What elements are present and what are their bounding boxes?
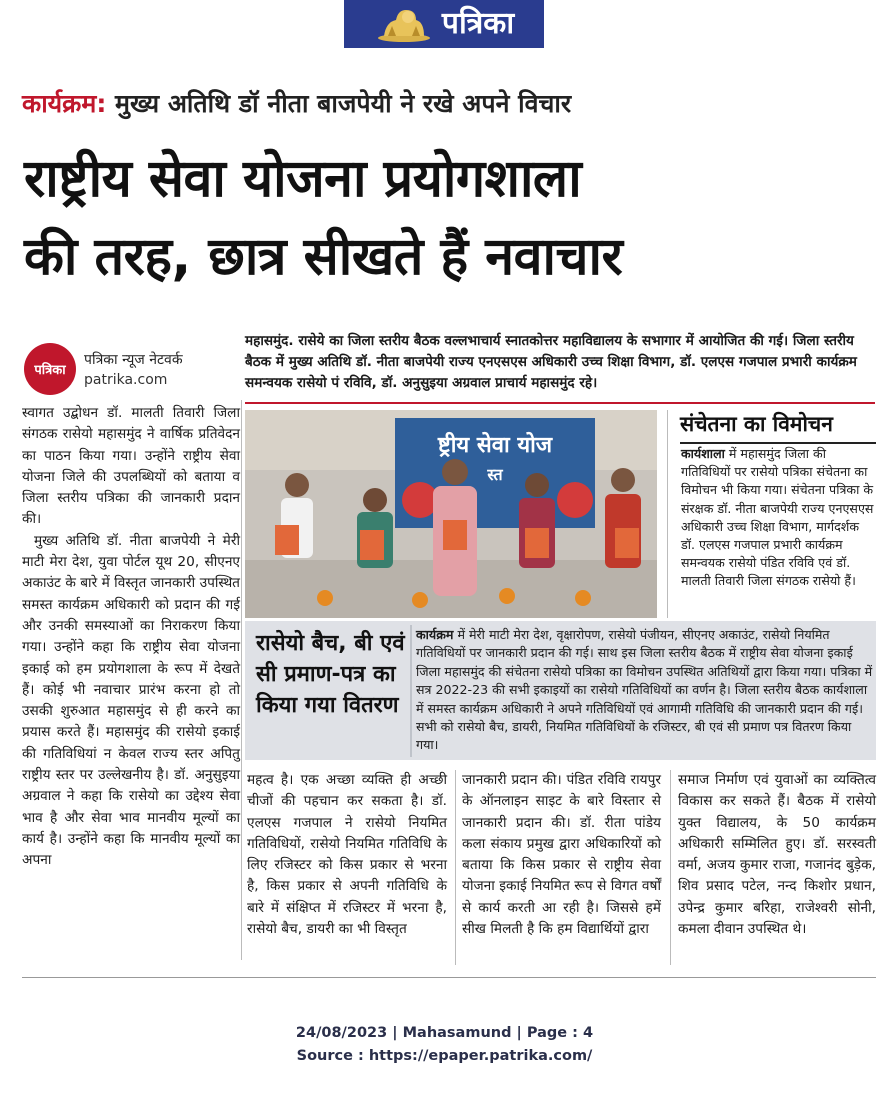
body-column-1 xyxy=(22,403,240,872)
footer-date-line: 24/08/2023 | Mahasamund | Page : 4 xyxy=(295,1025,594,1041)
highlight-divider xyxy=(410,625,412,757)
event-photo xyxy=(245,410,657,618)
highlight-lead-word: कार्यक्रम xyxy=(416,627,454,642)
column-divider xyxy=(670,770,671,965)
byline-network: पत्रिका न्यूज नेटवर्क xyxy=(84,351,183,368)
dateline: महासमुंद. xyxy=(245,333,294,349)
column-divider xyxy=(667,410,668,618)
brand-name: पत्रिका xyxy=(441,6,515,41)
byline xyxy=(24,341,239,396)
patrika-logo: पत्रिका xyxy=(24,343,76,395)
lead-paragraph xyxy=(245,331,878,394)
banner-text: ष्ट्रीय सेवा योज xyxy=(437,433,553,458)
lead-text: रासेये का जिला स्तरीय बैठक वल्लभाचार्य स्नातकोत्तर महाविद्यालय के सभागार में आयोजित की गई। जिला स्तरीय बैठक में मुख्य अतिथि डॉ. नीता बाजपेयी राज्य एनएसएस अधिकारी उच्च शिक्षा विभाग, डॉ. एलएस गजपाल प्रभारी कार्यक्रम समन्वयक रासेयो पं रविवि, डॉ. अनुसुइया अग्रवाल प्राचार्य महासमुंद रहे। xyxy=(245,333,857,391)
paragraph: स्वागत उद्बोधन डॉ. मालती तिवारी जिला संगठक रासेयो महासमुंद ने वार्षिक प्रतिवेदन का पाठन किया गया। उन्होंने राष्ट्रीय सेवा योजना जिले की उपलब्धियों को बताया व जिला स्तरीय पत्रिका की जानकारी प्रदान की। xyxy=(22,405,240,528)
paragraph: मुख्य अतिथि डॉ. नीता बाजपेयी ने मेरी माटी मेरा देश, युवा पोर्टल यूथ 20, सीएनए अकाउंट के बारे में विस्तृत जानकारी उपस्थित समस्त कार्यक्रम अधिकारी को प्रदान की गई और उनकी समस्याओं का निराकरण किया गया। उन्होंने कहा कि राष्ट्रीय सेवा योजना इकाई को हम प्रयोगशाला के रूप में देखते हैं। कोई भी नवाचार प्रारंभ करना हो तो उसकी शुरुआत महासमुंद से ही करने का प्रयास करते हैं। महासमुंद की रासेयो इकाई की गतिविधियां न केवल राज्य स्तर अपितु राष्ट्रीय स्तर पर उल्लेखनीय है। डॉ. अनुसुइया अग्रवाल ने कहा कि रासेयो का उद्देश्य सेवा भाव है और सेवा भाव मानवीय मूल्यों का कार्य है। उन्होंने कहा कि मानवीय मूल्यों का अपना xyxy=(22,532,240,869)
footer-source-line: Source : https://epaper.patrika.com/ xyxy=(296,1048,593,1064)
highlight-title: रासेयो बैच, बी एवं सी प्रमाण-पत्र का किया गया वितरण xyxy=(256,631,405,718)
sidebar-title: संचेतना का विमोचन xyxy=(680,410,876,444)
byline-site: patrika.com xyxy=(84,371,168,388)
headline-line-1: राष्ट्रीय सेवा योजना प्रयोगशाला xyxy=(24,149,582,209)
bottom-rule xyxy=(22,977,876,978)
kicker-label: कार्यक्रम xyxy=(22,89,97,118)
kicker xyxy=(22,86,571,120)
lion-emblem-icon xyxy=(374,4,434,44)
body-column-2: महत्व है। एक अच्छा व्यक्ति ही अच्छी चीजों की पहचान कर सकता है। डॉ. एलएस गजपाल ने रासेयो नियमित गतिविधियों, रासेयो नियमित गतिविधि के लिए रजिस्टर को किस प्रकार से भरना है, किस प्रकार से अपनी गतिविधि के बारे में संक्षिप्त में रजिस्टर में भरना है, रासेयो बैच, डायरी का भी विस्तृत xyxy=(247,772,447,938)
kicker-text: मुख्य अतिथि डॉ नीता बाजपेयी ने रखे अपने विचार xyxy=(115,89,572,118)
kicker-colon: : xyxy=(96,89,107,118)
highlight-body: में मेरी माटी मेरा देश, वृक्षारोपण, रासेयो पंजीयन, सीएनए अकाउंट, रासेयो नियमित गतिविधियों पर जानकारी प्रदान की गई। साथ इस जिला स्तरीय बैठक में राष्ट्रीय सेवा योजना इकाई जिला महासमुंद की संचेतना रासेयो पत्रिका का विमोचन उपस्थित अतिथियों द्वारा किया गया। पत्रिका में सत्र 2022-23 की सभी इकाइयों का रासेयो गतिविधियों का वर्णन है। जिला स्तरीय बैठक कार्यशाला में समस्त कार्यक्रम अधिकारी ने अपने गतिविधियों एवं आगामी गतिविधि की जानकारी प्रदान की गई। सभी को रासेयो बैच, डायरी, नियमित गतिविधियों के रजिस्टर, बी एवं सी प्रमाण पत्र वितरण किया गया। xyxy=(416,627,873,753)
headline-line-2: की तरह, छात्र सीखते हैं नवाचार xyxy=(24,227,623,287)
body-column-3: जानकारी प्रदान की। पंडित रविवि रायपुर के ऑनलाइन साइट के बारे विस्तार से जानकारी प्रदान की। डॉ. रीता पांडेय कला संकाय प्रमुख द्वारा अधिकारियों को बताया कि किस प्रकार से राष्ट्रीय सेवा योजना इकाई नियमित रूप से विगत वर्षों से कार्य करती आ रही है। जिससे हमें सीख मिलती है कि हम विद्यार्थियों द्वारा xyxy=(462,772,661,938)
column-divider xyxy=(241,400,242,960)
sidebar-body: में महासमुंद जिला की गतिविधियों पर रासेयो पत्रिका संचेतना का विमोचन भी किया गया। संचेतना पत्रिका के संरक्षक डॉ. नीता बाजपेयी राज्य एनएसएस अधिकारी उच्च शिक्षा विभाग, मार्गदर्शक डॉ. एलएस गजपाल प्रभारी कार्यक्रम समन्वयक रासेयो पंडित रविवि एवं डॉ. मालती तिवारी जिला संगठक रासेयो हैं। xyxy=(681,446,874,589)
sidebar-text xyxy=(681,445,876,591)
section-divider xyxy=(245,402,875,404)
masthead xyxy=(344,0,544,48)
column-divider xyxy=(455,770,456,965)
banner-subtext: स्त xyxy=(487,465,503,484)
sidebar-lead-word: कार्यशाला xyxy=(681,446,725,461)
highlight-text xyxy=(416,626,874,755)
body-column-4: समाज निर्माण एवं युवाओं का व्यक्तित्व विकास कर सकते हैं। बैठक में रासेयो युक्त विद्यालय, के 50 कार्यक्रम अधिकारी सम्मिलित हुए। डॉ. सरस्वती वर्मा, अजय कुमार राजा, गजानंद बुड़ेक, शिव प्रसाद पटेल, नन्द किशोर प्रधान, उपेन्द्र कुमार बरिहा, राजेश्वरी सोनी, कमला दीवान उपस्थित थे। xyxy=(678,772,876,938)
